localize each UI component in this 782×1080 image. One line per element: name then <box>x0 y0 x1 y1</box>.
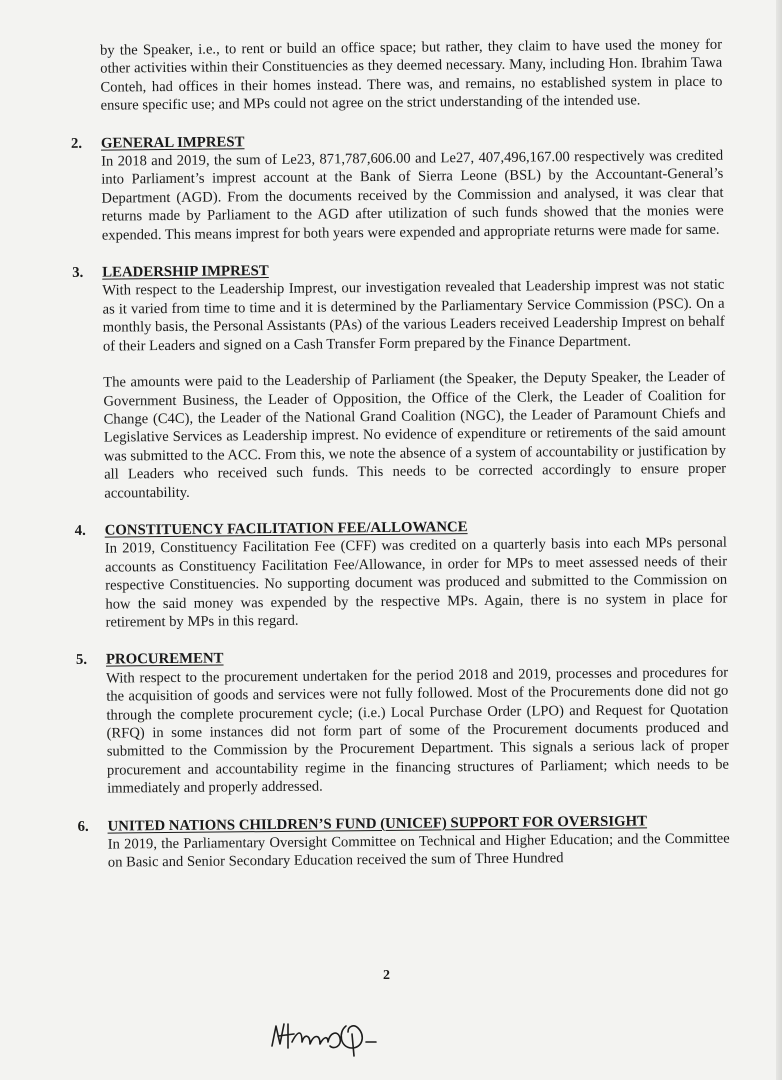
section-number: 5. <box>75 652 88 669</box>
section-constituency-facilitation-fee <box>67 516 728 633</box>
section-paragraph: In 2018 and 2019, the sum of Le23, 871,787,606.00 and Le27, 407,496,167.00 respectively was credited into Parliament’s imprest account at the Bank of Sierra Leone (BSL) by the Accountant-General’s Department (AGD). From the documents received by the Commission and analysed, it was clear that returns made by Parliament to the AGD after utilization of such funds showed that the monies were expended. This means imprest for both years were expended and appropriate returns were made for same. <box>101 147 724 244</box>
section-number: 4. <box>74 522 86 539</box>
section-title: UNITED NATIONS CHILDREN’S FUND (UNICEF) SUPPORT FOR OVERSIGHT <box>107 813 648 835</box>
section-title: LEADERSHIP IMPREST <box>102 263 269 281</box>
page-content <box>62 36 730 873</box>
section-paragraph: With respect to the Leadership Imprest, our investigation revealed that Leadership imprest was not static as it varied from time to time and it is determined by the Parliamentary Service Commission (PSC). On a monthly basis, the Personal Assistants (PAs) of the various Leaders received Leadership Imprest on behalf of their Leaders and signed on a Cash Transfer Form prepared by the Finance Department. <box>102 277 725 355</box>
section-paragraph: In 2019, Constituency Facilitation Fee (CFF) was credited on a quarterly basis into each MPs personal accounts as Constituency Facilitation Fee/Allowance, in order for MPs to meet assessed needs of their respective Constituencies. No supporting document was produced and submitted to the Commission on how the said money was expended by the respective MPs. Again, there is no system in place for retirement by MPs in this regard. <box>104 534 728 631</box>
section-unicef-support <box>69 811 729 873</box>
handwritten-signature <box>268 1012 388 1062</box>
section-general-imprest <box>63 128 724 245</box>
section-paragraph: In 2019, the Parliamentary Oversight Committee on Technical and Higher Education; and the Committee on Basic and Senior Secondary Education received the sum of Three Hundred <box>107 830 730 872</box>
opening-paragraph: by the Speaker, i.e., to rent or build an office space; but rather, they claim to have used the money for other activities within their Constituencies as they deemed necessary. Many, including Hon. Ibrahim Tawa Conteh, had offices in their homes instead. There was, and remains, no established system in place to ensure specific use; and MPs could not agree on the strict understanding of the intended use. <box>100 36 723 114</box>
section-number: 2. <box>70 135 83 152</box>
section-title: CONSTITUENCY FACILITATION FEE/ALLOWANCE <box>104 519 468 539</box>
section-title: GENERAL IMPREST <box>100 133 245 152</box>
page-number: 2 <box>383 968 390 983</box>
section-paragraph: With respect to the procurement undertaken for the period 2018 and 2019, processes and procedures for the acquisition of goods and services were not fully followed. Most of the Procurements done did not go through the complete procurement cycle; (i.e.) Local Purchase Order (LPO) and Request for Quotation (RFQ) in some instances did not form part of some of the Procurement documents produced and submitted to the Commission by the Procurement Department. This signals a serious lack of proper procurement and accountability regime in the financing structures of Parliament; which needs to be immediately and properly addressed. <box>106 664 730 797</box>
section-number: 6. <box>77 818 89 835</box>
section-title: PROCUREMENT <box>105 650 224 668</box>
section-number: 3. <box>72 264 84 281</box>
section-procurement <box>68 645 729 799</box>
section-paragraph: The amounts were paid to the Leadership of Parliament (the Speaker, the Deputy Speaker, the Leader of Government Business, the Leader of Opposition, the Office of the Clerk, the Leader of Coalition for Change (C4C), the Leader of the National Grand Coalition (NGC), the Leader of Paramount Chiefs and Legislative Services as Leadership imprest. No evidence of expenditure or retirements of the said amount was submitted to the ACC. From this, we note the absence of a system of accountability or justification by all Leaders who received such funds. This needs to be corrected accordingly to ensure proper accountability. <box>103 368 727 502</box>
section-leadership-imprest <box>64 258 726 503</box>
scan-edge-shadow <box>776 0 782 1080</box>
